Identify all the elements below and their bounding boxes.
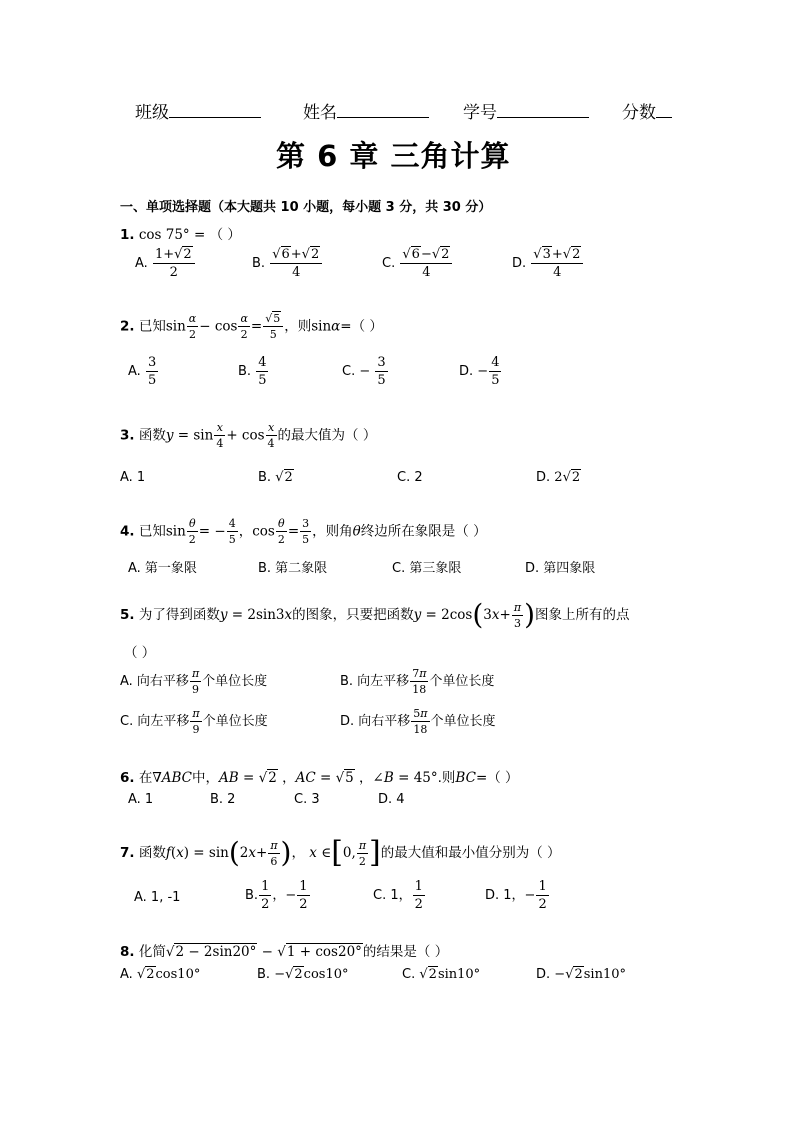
question-text: ， — [238, 523, 253, 540]
question-8: 8. 化简√2 − 2sin20° − √1 + cos20°的结果是（ ） — [120, 944, 449, 960]
question-number: 3. — [120, 427, 135, 444]
question-number: 2. — [120, 318, 135, 335]
q1-option-d[interactable]: D. $\frac{√3+√2}{4}$ — [512, 248, 584, 279]
question-number: 7. — [120, 845, 135, 861]
option-label: D. — [459, 364, 474, 379]
question-number: 5. — [120, 607, 135, 623]
option-label: D. 1， — [485, 888, 525, 903]
option-label: A. — [135, 256, 148, 271]
q7-option-b[interactable]: B. $\frac{1}{2}$ ，− $\frac{1}{2}$ — [245, 879, 308, 912]
q8-option-a[interactable]: A. √2cos10° — [120, 967, 201, 982]
answer-paren: =（ ） — [340, 318, 383, 335]
option-label: C. — [382, 256, 396, 271]
question-text: 的图象，只要把函数 — [292, 607, 414, 623]
option-label: B. — [258, 470, 272, 485]
q2-option-d[interactable]: D. − $\frac{4}{5}$ — [459, 355, 500, 388]
question-text: .则 — [437, 770, 456, 786]
question-7: 7. 函数f(x) = sin(2x+ $\frac{\pi}{6}$ )， x ∈[0, $\frac{\pi}{2}$ ]的最大值和最小值分别为（ ） — [120, 835, 561, 870]
q8-option-d[interactable]: D. −√2sin10° — [536, 967, 627, 982]
option-label: D. — [512, 256, 527, 271]
name-blank[interactable] — [337, 102, 429, 118]
question-text: 为了得到函数 — [138, 607, 220, 623]
q7-option-a[interactable]: A. 1, -1 — [134, 890, 181, 905]
option-label: D. — [536, 470, 551, 485]
q6-option-d[interactable]: D. 4 — [378, 792, 405, 807]
q3-option-a[interactable] — [120, 470, 145, 485]
student-id-blank[interactable] — [497, 102, 589, 118]
option-label: B. — [238, 364, 252, 379]
q8-option-c[interactable]: C. √2sin10° — [402, 967, 481, 982]
question-3: 3. 函数y = sin $\frac{x}{4}$ + cos $\frac{x}{4}$ 的最大值为（ ） — [120, 421, 377, 450]
option-label: B. — [245, 888, 259, 903]
option-unit: 个单位长度 — [202, 674, 268, 689]
question-number: 8. — [120, 944, 135, 960]
option-label: B. — [257, 967, 271, 982]
question-text: 中， — [192, 770, 220, 786]
question-5: 5. 为了得到函数y = 2sin3x的图象，只要把函数y = 2cos(3x+ $\frac{\pi}{3}$ )图象上所有的点 — [120, 598, 630, 631]
option-label: C. 1， — [373, 888, 412, 903]
option-label: C. — [342, 364, 356, 379]
option-label: D. 向右平移 — [340, 714, 411, 729]
question-2: 2. 已知sin $\frac{\alpha}{2}$ − cos $\frac{\alpha}{2}$ = $\frac{√5}{5}$ ，则sinα=（ ） — [120, 312, 383, 341]
class-field — [135, 98, 261, 123]
triangle-name: ABC — [161, 770, 193, 786]
q7-option-c[interactable]: C. 1， $\frac{1}{2}$ — [373, 879, 423, 912]
question-text: 在 — [138, 770, 153, 786]
question-text: 化简 — [138, 944, 166, 960]
q4-option-d[interactable]: D. 第四象限 — [525, 561, 596, 576]
q8-option-b[interactable]: B. −√2cos10° — [257, 967, 349, 982]
option-label: D. — [536, 967, 551, 982]
student-id-label: 学号 — [463, 103, 497, 123]
q6-option-a[interactable]: A. 1 — [128, 792, 154, 807]
question-text: 的结果是（ ） — [362, 944, 449, 960]
q3-option-d[interactable]: D. 2√2 — [536, 470, 581, 485]
class-label: 班级 — [135, 103, 169, 123]
question-text: 的最大值和最小值分别为（ ） — [380, 845, 561, 861]
question-6: 6. 在∇ABC中，AB = √2 ，AC = √5 ，∠B = 45°.则BC=（ ） — [120, 770, 519, 786]
q3-option-b[interactable]: B. √2 — [258, 470, 293, 485]
option-unit: 个单位长度 — [429, 674, 495, 689]
q4-option-b[interactable]: B. 第二象限 — [258, 561, 328, 576]
q1-option-b[interactable]: B. $\frac{√6+√2}{4}$ — [252, 248, 323, 279]
question-text: ，则 — [284, 318, 312, 335]
section-heading: 一、单项选择题（本大题共 10 小题，每小题 3 分，共 30 分） — [120, 200, 492, 215]
question-text: 函数 — [138, 427, 166, 444]
option-label: C. — [402, 967, 416, 982]
score-blank[interactable] — [656, 102, 672, 118]
q4-option-c[interactable]: C. 第三象限 — [392, 561, 462, 576]
q2-option-c[interactable]: C. − $\frac{3}{5}$ — [342, 355, 386, 388]
option-label: C. 向左平移 — [120, 714, 190, 729]
question-text: ，则角 — [312, 523, 353, 540]
score-label: 分数 — [622, 103, 656, 123]
page-title: 第 6 章 三角计算 — [276, 139, 511, 173]
answer-paren: = （ ） — [189, 227, 241, 243]
question-1: 1. cos 75° = （ ） — [120, 227, 241, 243]
q5-option-d[interactable]: D. 向右平移 $\frac{5\pi}{18}$ 个单位长度 — [340, 707, 496, 736]
q6-option-c[interactable]: C. 3 — [294, 792, 320, 807]
class-blank[interactable] — [169, 102, 261, 118]
question-4: 4. 已知sin $\frac{\theta}{2}$ = − $\frac{4}{5}$ ，cos $\frac{\theta}{2}$ = $\frac{3}{5}$ ，则角θ终边所在象限是（ ） — [120, 517, 487, 546]
q6-option-b[interactable]: B. 2 — [210, 792, 236, 807]
option-label: A. 1 — [120, 470, 146, 485]
option-unit: 个单位长度 — [430, 714, 496, 729]
q4-option-a[interactable]: A. 第一象限 — [128, 561, 197, 576]
q2-option-a[interactable]: A. $\frac{3}{5}$ — [128, 355, 157, 388]
q2-option-b[interactable]: B. $\frac{4}{5}$ — [238, 355, 267, 388]
q5-option-b[interactable]: B. 向左平移 $\frac{7\pi}{18}$ 个单位长度 — [340, 667, 495, 696]
answer-paren: =（ ） — [475, 770, 519, 786]
score-field — [622, 98, 672, 123]
q1-option-a[interactable]: A. $\frac{1+√2}{2}$ — [135, 248, 196, 279]
option-label: A. — [120, 967, 133, 982]
option-label: B. — [252, 256, 266, 271]
q1-option-c[interactable]: C. $\frac{√6-√2}{4}$ — [382, 248, 453, 279]
q3-option-c[interactable] — [397, 470, 423, 485]
name-field — [303, 98, 429, 123]
question-number: 4. — [120, 523, 135, 540]
question-text: 已知 — [138, 523, 166, 540]
question-number: 6. — [120, 770, 135, 786]
question-number: 1. — [120, 227, 135, 243]
option-label: B. 向左平移 — [340, 674, 410, 689]
question-text: 已知 — [138, 318, 166, 335]
option-label: A. — [128, 364, 141, 379]
q7-option-d[interactable]: D. 1，− $\frac{1}{2}$ — [485, 879, 547, 912]
question-text: 终边所在象限是（ ） — [360, 523, 487, 540]
question-text: 的最大值为（ ） — [277, 427, 377, 444]
student-id-field — [463, 98, 589, 123]
question-text: 函数 — [138, 845, 166, 861]
option-label: C. 2 — [397, 470, 423, 485]
q5-option-c[interactable]: C. 向左平移 $\frac{\pi}{9}$ 个单位长度 — [120, 707, 268, 736]
q5-option-a[interactable]: A. 向右平移 $\frac{\pi}{9}$ 个单位长度 — [120, 667, 268, 696]
question-5-paren: （ ） — [124, 645, 156, 661]
question-text: 图象上所有的点 — [535, 607, 630, 623]
option-label: A. 向右平移 — [120, 674, 189, 689]
option-unit: 个单位长度 — [202, 714, 268, 729]
name-label: 姓名 — [303, 103, 337, 123]
